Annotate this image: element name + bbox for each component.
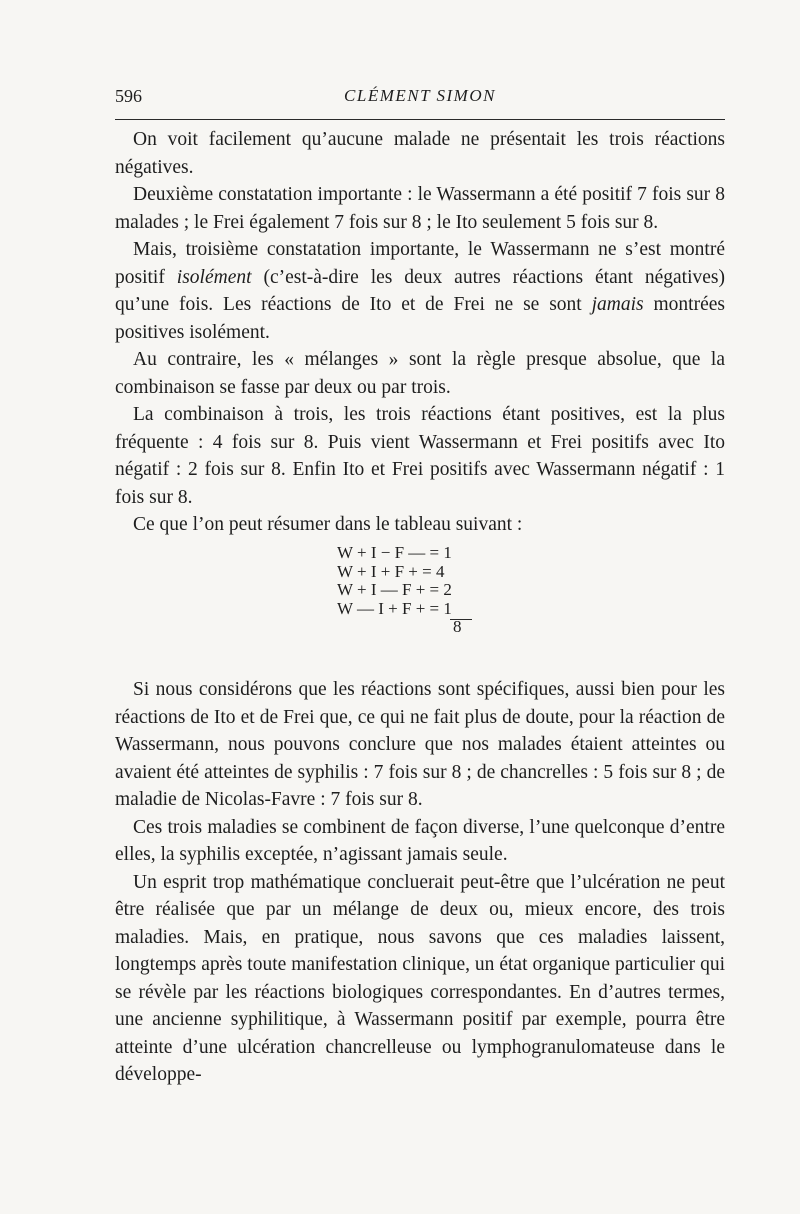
page-header: [115, 82, 725, 112]
page-number: 596: [115, 86, 142, 106]
paragraph: La combinaison à trois, les trois réactions étant positives, est la plus fréquente : 4 fois sur 8. Puis vient Wassermann et Frei positifs avec Ito négatif : 2 fois sur 8. Enfin Ito et Frei positifs avec Wassermann négatif : 1 fois sur 8.: [115, 404, 725, 508]
table-row: W + I — F + = 2: [337, 580, 452, 599]
paragraph: Si nous considérons que les réactions sont spécifiques, aussi bien pour les réactions de Ito et de Frei que, ce qui ne fait plus de doute, pour la réaction de Wassermann, nous pouvons conclure que nos malades étaient atteintes ou avaient été atteintes de syphilis : 7 fois sur 8 ; de chancrelles : 5 fois sur 8 ; de maladie de Nicolas-Favre : 7 fois sur 8.: [115, 679, 725, 810]
paragraph: Ce que l’on peut résumer dans le tableau suivant :: [133, 514, 523, 535]
paragraph: On voit facilement qu’aucune malade ne présentait les trois réactions négatives.: [115, 129, 725, 178]
table-row: W + I + F + = 4: [337, 561, 445, 581]
paragraph-text: Mais, troisième constatation importante, le Wassermann ne s’est montré positif: [115, 239, 725, 288]
paragraph: [115, 236, 725, 346]
table-total: 8: [453, 617, 462, 636]
header-rule: [115, 119, 725, 120]
paragraph: Au contraire, les « mélanges » sont la règle presque absolue, que la combinaison se fasse par deux ou par trois.: [115, 349, 725, 398]
paragraph-text: (c’est-à-dire les deux autres réactions étant négatives) qu’une fois. Les réactions de Ito et de Frei ne se sont: [115, 266, 725, 315]
emphasis: jamais: [591, 294, 644, 315]
paragraph: Deuxième constatation importante : le Wassermann a été positif 7 fois sur 8 malades ; le Frei également 7 fois sur 8 ; le Ito seulement 5 fois sur 8.: [115, 184, 725, 233]
paragraph: Un esprit trop mathématique concluerait peut-être que l’ulcération ne peut être réalisée que par un mélange de deux ou, mieux encore, des trois maladies. Mais, en pratique, nous savons que ces maladies laissent, longtemps après toute manifestation clinique, un état organique particulier qui se révèle par les réactions biologiques correspondantes. En d’autres termes, une ancienne syphilitique, à Wassermann positif par exemple, pourra être atteinte d’une ulcération chancrelleuse ou lymphogranulomateuse dans le développe-: [115, 871, 725, 1085]
summary-table: [337, 543, 497, 636]
running-title: CLÉMENT SIMON: [344, 86, 496, 105]
table-row: W — I + F + = 1: [337, 598, 452, 618]
emphasis: isolément: [176, 266, 252, 288]
paragraph: Ces trois maladies se combinent de façon diverse, l’une quelconque d’entre elles, la syphilis exceptée, n’agissant jamais seule.: [115, 816, 725, 865]
body-text-bottom: [115, 676, 725, 1089]
body-text-top: [115, 126, 725, 539]
table-row: W + I − F — = 1: [337, 543, 452, 562]
paragraph-text: montrées positives isolément.: [115, 294, 725, 343]
